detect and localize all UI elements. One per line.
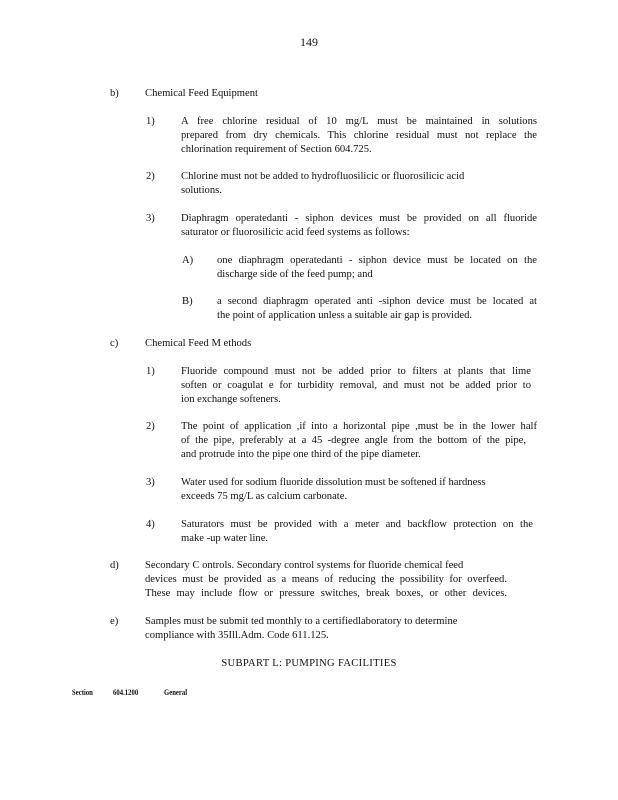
item-c1-line-2: soften or coagulat e for turbidity removal, and must not be added prior to	[181, 380, 531, 391]
item-c2-line-3: and protrude into the pipe one third of the pipe diameter.	[181, 449, 421, 460]
section-d-text	[145, 559, 507, 601]
item-c1-line-1: Fluoride compound must not be added prior to filters at plants that lime	[181, 366, 531, 377]
subitem-b3a-line-2: discharge side of the feed pump; and	[217, 269, 373, 280]
item-b3-label: 3)	[146, 213, 155, 224]
subitem-b3a-text	[217, 254, 537, 282]
item-c4-text	[181, 518, 533, 546]
section-d-label: d)	[110, 560, 119, 571]
item-c2-line-2: of the pipe, preferably at a 45 -degree angle from the bottom of the pipe,	[181, 435, 526, 446]
item-b1-line-3: chlorination requirement of Section 604.725.	[181, 144, 372, 155]
item-c3-line-2: exceeds 75 mg/L as calcium carbonate.	[181, 491, 348, 502]
footer-section-number: 604.1200	[113, 688, 139, 697]
item-c1-text	[181, 365, 531, 407]
item-b1-line-2: prepared from dry chemicals. This chlorine residual must not replace the	[181, 130, 537, 141]
item-c3-text	[181, 476, 486, 504]
item-b1-line-1: A free chlorine residual of 10 mg/L must be maintained in solutions	[181, 116, 537, 127]
item-b2-line-1: Chlorine must not be added to hydrofluosilicic or fluorosilicic acid	[181, 171, 465, 182]
item-c2-text	[181, 420, 537, 462]
item-b3-text	[181, 212, 537, 240]
subitem-b3a-line-1: one diaphragm operatedanti - siphon device must be located on the	[217, 255, 537, 266]
section-b-title: Chemical Feed Equipment	[145, 88, 258, 99]
item-c4-line-2: make -up water line.	[181, 533, 269, 544]
item-c1-line-3: ion exchange softeners.	[181, 394, 281, 405]
subitem-b3b-line-2: the point of application unless a suitable air gap is provided.	[217, 310, 473, 321]
section-e-text	[145, 615, 457, 643]
item-b1-text	[181, 115, 537, 157]
section-b-label: b)	[110, 88, 119, 99]
item-c4-line-1: Saturators must be provided with a meter and backflow protection on the	[181, 519, 533, 530]
item-c3-line-1: Water used for sodium fluoride dissolution must be softened if hardness	[181, 477, 486, 488]
subitem-b3b-label: B)	[182, 296, 193, 307]
item-c2-line-1: The point of application ,if into a horizontal pipe ,must be in the lower half	[181, 421, 537, 432]
subpart-heading: SUBPART L: PUMPING FACILITIES	[221, 658, 397, 669]
item-b2-label: 2)	[146, 171, 155, 182]
item-c4-label: 4)	[146, 519, 155, 530]
subitem-b3b-text	[217, 295, 537, 323]
page-number: 149	[300, 35, 318, 49]
item-c3-label: 3)	[146, 477, 155, 488]
section-e-label: e)	[110, 616, 119, 627]
section-e-line-2: compliance with 35Ill.Adm. Code 611.125.	[145, 630, 329, 641]
item-b2-text	[181, 170, 464, 198]
footer-section-label: Section	[72, 688, 93, 697]
subitem-b3b-line-1: a second diaphragm operated anti -siphon device must be located at	[217, 296, 537, 307]
item-b1-label: 1)	[146, 116, 155, 127]
section-d-line-2: devices must be provided as a means of reducing the possibility for overfeed.	[145, 574, 507, 585]
item-b2-line-2: solutions.	[181, 185, 222, 196]
section-c-label: c)	[110, 338, 119, 349]
item-b3-line-2: saturator or fluorosilicic acid feed systems as follows:	[181, 227, 410, 238]
section-d-line-1: Secondary C ontrols. Secondary control systems for fluoride chemical feed	[145, 560, 464, 571]
item-b3-line-1: Diaphragm operatedanti - siphon devices must be provided on all fluoride	[181, 213, 537, 224]
section-c-title: Chemical Feed M ethods	[145, 338, 252, 349]
section-e-line-1: Samples must be submit ted monthly to a certifiedlaboratory to determine	[145, 616, 458, 627]
item-c2-label: 2)	[146, 421, 155, 432]
item-c1-label: 1)	[146, 366, 155, 377]
section-d-line-3: These may include flow or pressure switches, break boxes, or other devices.	[145, 588, 507, 599]
subitem-b3a-label: A)	[182, 255, 194, 266]
footer-section-title: General	[164, 688, 188, 697]
